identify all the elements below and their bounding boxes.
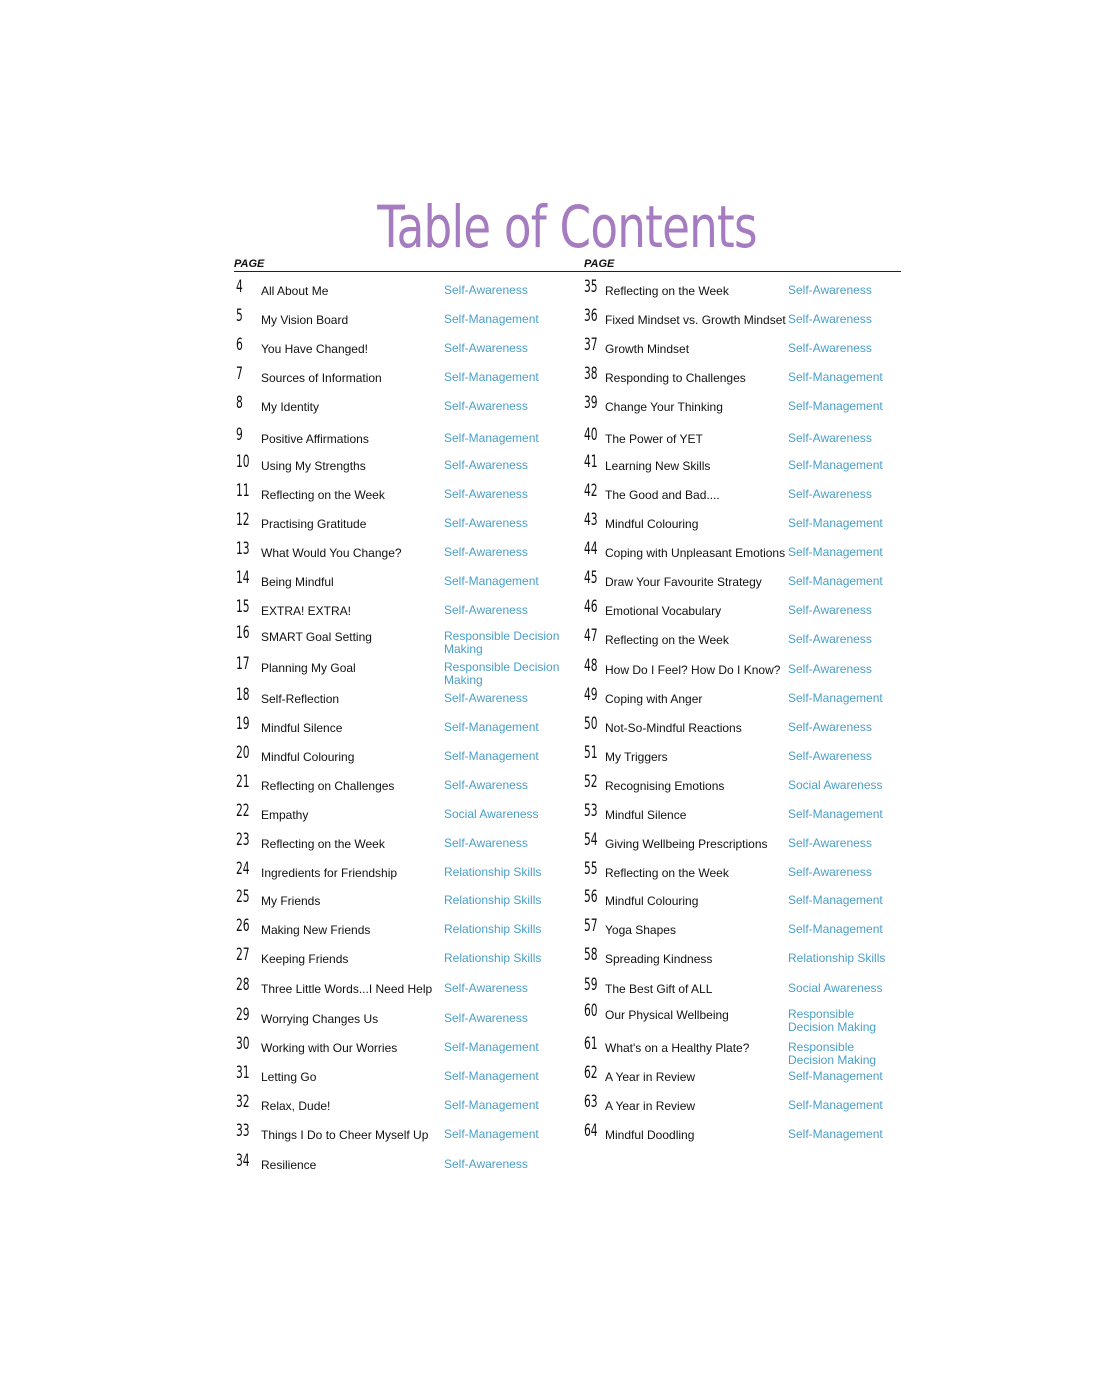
entry-title: Reflecting on the Week: [261, 837, 385, 851]
entry-title: Coping with Anger: [605, 692, 703, 706]
page-number: 27: [236, 945, 250, 965]
entry-category: Self-Awareness: [788, 836, 872, 850]
entry-title: Our Physical Wellbeing: [605, 1008, 729, 1022]
page-number: 58: [584, 945, 598, 965]
page-number: 31: [236, 1063, 250, 1083]
page-number: 5: [236, 306, 243, 326]
page-number: 18: [236, 685, 250, 705]
entry-category: Self-Management: [444, 1040, 539, 1054]
left-column-page-heading: PAGE: [234, 258, 265, 270]
entry-category: Self-Awareness: [788, 749, 872, 763]
entry-category: Self-Awareness: [788, 720, 872, 734]
entry-title: Reflecting on the Week: [261, 488, 385, 502]
entry-category: Self-Awareness: [444, 487, 528, 501]
entry-title: My Vision Board: [261, 313, 349, 327]
page-number: 43: [584, 510, 598, 530]
page-number: 16: [236, 623, 250, 643]
entry-category: Self-Management: [788, 1098, 883, 1112]
page-number: 34: [236, 1151, 250, 1171]
entry-title: Growth Mindset: [605, 342, 690, 356]
entry-category: Social Awareness: [788, 981, 883, 995]
entry-category: Self-Awareness: [444, 399, 528, 413]
entry-title: Using My Strengths: [261, 459, 366, 473]
entry-category: Self-Awareness: [788, 431, 872, 445]
page-number: 6: [236, 335, 243, 355]
entry-title: Yoga Shapes: [605, 923, 676, 937]
entry-title: Coping with Unpleasant Emotions: [605, 546, 786, 560]
entry-category: Self-Awareness: [444, 341, 528, 355]
page-number: 55: [584, 859, 598, 879]
entry-category: Self-Awareness: [788, 865, 872, 879]
entry-category: Self-Management: [444, 574, 539, 588]
entry-category: Self-Management: [788, 458, 883, 472]
entry-title: Reflecting on the Week: [605, 633, 729, 647]
entry-title: Resilience: [261, 1158, 317, 1172]
page-number: 61: [584, 1034, 598, 1054]
entry-title: My Friends: [261, 894, 321, 908]
entry-title: Not-So-Mindful Reactions: [605, 721, 742, 735]
entry-category: Relationship Skills: [788, 951, 886, 965]
page-number: 42: [584, 481, 598, 501]
entry-category: Self-Management: [788, 370, 883, 384]
entry-title: Ingredients for Friendship: [261, 866, 398, 880]
page-number: 20: [236, 743, 250, 763]
page-number: 56: [584, 887, 598, 907]
page-title: Table of Contents: [377, 193, 757, 261]
entry-category: Self-Awareness: [788, 487, 872, 501]
page-number: 41: [584, 452, 598, 472]
page-number: 36: [584, 306, 598, 326]
entry-category: Relationship Skills: [444, 865, 542, 879]
page-number: 49: [584, 685, 598, 705]
entry-category: Social Awareness: [444, 807, 539, 821]
page-number: 8: [236, 393, 243, 413]
page-number: 40: [584, 425, 598, 445]
page-number: 28: [236, 975, 250, 995]
entry-title: The Best Gift of ALL: [605, 982, 713, 996]
entry-category: Social Awareness: [788, 778, 883, 792]
entry-category: Self-Management: [788, 399, 883, 413]
entry-title: Sources of Information: [261, 371, 382, 385]
page-number: 51: [584, 743, 598, 763]
entry-category: Self-Awareness: [788, 662, 872, 676]
entry-category: Self-Management: [444, 1069, 539, 1083]
entry-title: EXTRA! EXTRA!: [261, 604, 352, 618]
entry-category: Self-Management: [788, 1069, 883, 1083]
entry-title: Mindful Silence: [605, 808, 687, 822]
entry-title: Planning My Goal: [261, 661, 356, 675]
entry-title: A Year in Review: [605, 1070, 696, 1084]
entry-title: Worrying Changes Us: [261, 1012, 379, 1026]
page-number: 15: [236, 597, 250, 617]
entry-title: Reflecting on Challenges: [261, 779, 395, 793]
page-number: 60: [584, 1001, 598, 1021]
entry-category: Self-Awareness: [444, 458, 528, 472]
entry-title: Mindful Colouring: [261, 750, 355, 764]
page-number: 35: [584, 277, 598, 297]
entry-category: Self-Management: [444, 431, 539, 445]
entry-title: Learning New Skills: [605, 459, 711, 473]
entry-title: Making New Friends: [261, 923, 371, 937]
entry-title: A Year in Review: [605, 1099, 696, 1113]
entry-category: Self-Awareness: [444, 516, 528, 530]
entry-category: Self-Management: [444, 720, 539, 734]
page-number: 25: [236, 887, 250, 907]
page-number: 23: [236, 830, 250, 850]
entry-category: Self-Awareness: [444, 691, 528, 705]
entry-title: The Power of YET: [605, 432, 703, 446]
entry-title: Draw Your Favourite Strategy: [605, 575, 762, 589]
entry-title: What's on a Healthy Plate?: [605, 1041, 750, 1055]
page-number: 14: [236, 568, 250, 588]
page-number: 48: [584, 656, 598, 676]
page-number: 37: [584, 335, 598, 355]
entry-category: Responsible Decision Making: [788, 1040, 877, 1067]
entry-title: Three Little Words...I Need Help: [261, 982, 433, 996]
page-number: 11: [236, 481, 250, 501]
page-number: 17: [236, 654, 250, 674]
entry-title: You Have Changed!: [261, 342, 368, 356]
page-number: 57: [584, 916, 598, 936]
header-divider: [234, 271, 901, 272]
entry-title: SMART Goal Setting: [261, 630, 372, 644]
entry-title: What Would You Change?: [261, 546, 402, 560]
page-number: 54: [584, 830, 598, 850]
entry-title: How Do I Feel? How Do I Know?: [605, 663, 781, 677]
entry-title: Reflecting on the Week: [605, 284, 729, 298]
entry-category: Self-Management: [444, 370, 539, 384]
entry-category: Self-Management: [788, 545, 883, 559]
entry-category: Self-Awareness: [788, 312, 872, 326]
entry-category: Relationship Skills: [444, 893, 542, 907]
page-number: 47: [584, 626, 598, 646]
entry-title: Recognising Emotions: [605, 779, 725, 793]
entry-title: Things I Do to Cheer Myself Up: [261, 1128, 429, 1142]
page-number: 62: [584, 1063, 598, 1083]
entry-category: Self-Awareness: [444, 545, 528, 559]
page-number: 29: [236, 1005, 250, 1025]
entry-title: My Identity: [261, 400, 320, 414]
entry-category: Responsible Decision Making: [444, 629, 560, 656]
page-number: 12: [236, 510, 250, 530]
page-number: 46: [584, 597, 598, 617]
entry-title: Mindful Silence: [261, 721, 343, 735]
page-number: 53: [584, 801, 598, 821]
entry-category: Self-Management: [788, 691, 883, 705]
entry-category: Self-Management: [788, 516, 883, 530]
page-number: 50: [584, 714, 598, 734]
entry-category: Relationship Skills: [444, 951, 542, 965]
page-number: 21: [236, 772, 250, 792]
entry-title: Fixed Mindset vs. Growth Mindset: [605, 313, 786, 327]
entry-title: Relax, Dude!: [261, 1099, 331, 1113]
entry-title: Spreading Kindness: [605, 952, 713, 966]
entry-category: Self-Management: [788, 922, 883, 936]
entry-title: Positive Affirmations: [261, 432, 369, 446]
entry-title: My Triggers: [605, 750, 668, 764]
entry-title: Mindful Colouring: [605, 894, 699, 908]
page-number: 32: [236, 1092, 250, 1112]
entry-title: Mindful Colouring: [605, 517, 699, 531]
entry-category: Self-Awareness: [788, 632, 872, 646]
page-number: 38: [584, 364, 598, 384]
entry-title: Giving Wellbeing Prescriptions: [605, 837, 768, 851]
entry-title: Keeping Friends: [261, 952, 349, 966]
entry-category: Self-Management: [444, 312, 539, 326]
page-number: 33: [236, 1121, 250, 1141]
entry-category: Self-Management: [444, 1127, 539, 1141]
page-number: 44: [584, 539, 598, 559]
entry-title: All About Me: [261, 284, 329, 298]
page-number: 22: [236, 801, 250, 821]
entry-title: Practising Gratitude: [261, 517, 367, 531]
page-number: 26: [236, 916, 250, 936]
entry-title: Reflecting on the Week: [605, 866, 729, 880]
page-number: 7: [236, 364, 243, 384]
page-number: 10: [236, 452, 250, 472]
entry-category: Self-Awareness: [444, 1157, 528, 1171]
page-number: 63: [584, 1092, 598, 1112]
page-number: 24: [236, 859, 250, 879]
page-number: 13: [236, 539, 250, 559]
entry-category: Self-Management: [788, 807, 883, 821]
entry-category: Relationship Skills: [444, 922, 542, 936]
entry-title: Empathy: [261, 808, 309, 822]
entry-category: Self-Management: [444, 1098, 539, 1112]
entry-category: Self-Awareness: [788, 603, 872, 617]
page-number: 59: [584, 975, 598, 995]
entry-category: Self-Awareness: [444, 981, 528, 995]
entry-title: Change Your Thinking: [605, 400, 723, 414]
entry-category: Self-Awareness: [788, 283, 872, 297]
entry-title: Self-Reflection: [261, 692, 340, 706]
entry-category: Self-Awareness: [444, 778, 528, 792]
entry-title: Letting Go: [261, 1070, 317, 1084]
entry-category: Self-Awareness: [444, 283, 528, 297]
page-number: 45: [584, 568, 598, 588]
entry-category: Self-Awareness: [444, 603, 528, 617]
page-number: 39: [584, 393, 598, 413]
entry-category: Self-Awareness: [788, 341, 872, 355]
entry-title: Responding to Challenges: [605, 371, 746, 385]
page-number: 52: [584, 772, 598, 792]
page-number: 64: [584, 1121, 598, 1141]
entry-category: Responsible Decision Making: [444, 660, 560, 687]
entry-category: Responsible Decision Making: [788, 1007, 877, 1034]
page-number: 9: [236, 425, 243, 445]
entry-category: Self-Management: [788, 1127, 883, 1141]
entry-title: Mindful Doodling: [605, 1128, 695, 1142]
entry-category: Self-Awareness: [444, 836, 528, 850]
right-column-page-heading: PAGE: [584, 258, 615, 270]
entry-category: Self-Awareness: [444, 1011, 528, 1025]
entry-category: Self-Management: [444, 749, 539, 763]
page-number: 4: [236, 277, 243, 297]
entry-title: The Good and Bad....: [605, 488, 720, 502]
entry-title: Being Mindful: [261, 575, 334, 589]
page-number: 30: [236, 1034, 250, 1054]
page-number: 19: [236, 714, 250, 734]
entry-category: Self-Management: [788, 574, 883, 588]
entry-title: Emotional Vocabulary: [605, 604, 722, 618]
entry-title: Working with Our Worries: [261, 1041, 398, 1055]
entry-category: Self-Management: [788, 893, 883, 907]
